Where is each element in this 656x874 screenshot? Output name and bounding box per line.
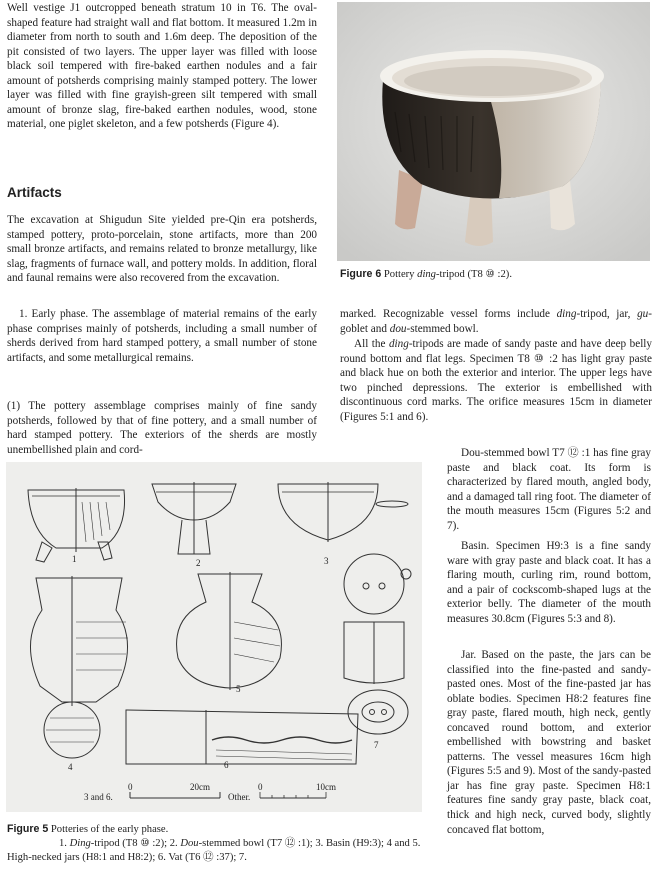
figure-5-list-ding: Ding (69, 838, 91, 849)
drawing-number-3: 3 (324, 556, 329, 566)
scale-right-label: Other. (228, 792, 251, 802)
figure-5-title: Potteries of the early phase. (50, 824, 169, 835)
drawing-number-7: 7 (374, 740, 379, 750)
figure-5-drawings (6, 462, 422, 812)
drawing-ding-tripod (28, 488, 125, 562)
scale-left-label: 3 and 6. (84, 792, 113, 802)
vessel-forms-d: -stemmed bowl. (406, 322, 479, 335)
pottery-line-drawings (6, 462, 422, 812)
scale-bar-left (130, 792, 220, 798)
drawing-number-1: 1 (72, 554, 77, 564)
figure-5-list (7, 838, 420, 863)
vessel-forms-a: marked. Recognizable vessel forms include (340, 308, 557, 320)
drawing-basin (278, 482, 408, 542)
drawing-number-2: 2 (196, 558, 201, 568)
drawing-jar-base (44, 702, 100, 758)
ding-paragraph-a: All the (354, 338, 389, 350)
drawing-item-7 (344, 554, 411, 734)
figure-5-label: Figure 5 (7, 823, 49, 835)
scale-left-max: 20cm (190, 782, 210, 792)
scale-bar-right (260, 792, 326, 798)
drawing-vat (126, 710, 358, 764)
drawing-dou-bowl (152, 482, 236, 554)
vessel-forms-b: -tripod, jar, (576, 308, 638, 320)
scale-right-zero: 0 (258, 782, 263, 792)
paragraph-jar: Jar. Based on the paste, the jars can be classified into the fine-pasted and sandy-pasted ones. Most of the fine-pasted jar has oblate bodies. Specimen H8:2 features fine gray paste, flared mouth, high neck, gently concaved round bottom, and exterior embellished with bowstring and basket patterns. The vessel measures 16cm high (Figures 5:5 and 9). Most of the sandy-pasted jar has fine gray paste. Specimen H8:1 features fine sandy gray paste, black coat, thick and high neck, curved body, slightly concaved flat bottom, (447, 649, 651, 836)
figure-6-text-a: Pottery (383, 269, 418, 280)
figure-5-list-a: 1. (59, 838, 70, 849)
vessel-forms-c: -goblet and (340, 308, 652, 335)
figure-6-text-b: -tripod (T8 ⑩ :2). (435, 269, 512, 280)
paragraph-basin: Basin. Specimen H9:3 is a fine sandy ware with gray paste and black coat. It has a flaring mouth, curling rim, round bottom, and a pair of cockscomb-shaped lugs at the exterior belly. The diameter of the mouth measures 30.8cm (Figures 5:3 and 8). (447, 540, 651, 625)
paragraph-excavation: The excavation at Shigudun Site yielded pre-Qin era potsherds, stamped pottery, proto-porcelain, stone artifacts, more than 200 small bronze artifacts, and remains related to bronze metallurgy, like slag, fragments of furnace wall, and pottery molds. In addition, floral and faunal remains were also recovered from the excavation. (7, 214, 317, 285)
figure-5-caption (7, 822, 423, 865)
section-heading-artifacts: Artifacts (7, 185, 62, 200)
paragraph-early-phase: 1. Early phase. The assemblage of material remains of the early phase comprises mainly of potsherds, including a small number of sherds derived from hard stamped pottery, a small number of stone artifacts, and some metallurgical remains. (7, 308, 317, 364)
figure-5-list-c: -stemmed bowl (T7 ⑫ :1); 3. Basin (H9:3); 4 and 5. High-necked jars (H8:1 and H8:2); 6. Vat (T6 ⑫ :37); 7. (7, 838, 421, 863)
paragraph-well-j1: Well vestige J1 outcropped beneath stratum 10 in T6. The oval-shaped feature had straight wall and flat bottom. It measured 1.2m in diameter from north to south and 1.6m deep. The deposition of the pit consisted of two layers. The upper layer was filled with loose black soil tempered with fire-baked earthen nodules and a fair amount of potsherds comprising mainly stamped pottery. The lower layer was filled with fine grayish-green silt tempered with small amount of bronze slag, fire-baked earthen nodules, wood, stone material, one piglet skeleton, and a few potsherds (Figure 4). (7, 2, 317, 131)
drawing-jar-h8-2 (177, 572, 282, 690)
vessel-forms-dou: dou (389, 322, 407, 335)
ding-paragraph-b: -tripods are made of sandy paste and have deep belly round bottom and flat legs. Specimen T8 ⑩ :2 has light gray paste and black hue on both the exterior and interior. The upper legs have two pinched depressions. The exterior is embellished with discontinuous cord marks. The orifice measures 15cm in diameter (Figures 5:1 and 6). (340, 338, 653, 423)
paragraph-dou-stemmed-bowl: Dou-stemmed bowl T7 ⑫ :1 has fine gray paste and black coat. Its form is characterized by flared mouth, angled body, and a damaged tall ring foot. The diameter of the mouth measures 15cm (Figures 5:2 and 7). (447, 447, 651, 532)
scale-right-max: 10cm (316, 782, 336, 792)
figure-5-list-dou: Dou (180, 838, 199, 849)
figure-6-text-italic: ding (417, 269, 436, 280)
vessel-forms-gu: gu (637, 308, 649, 320)
paragraph-pottery-assemblage: (1) The pottery assemblage comprises mainly of fine sandy potsherds, followed by that of fine pottery, and a small number of hard stamped pottery. The exteriors of the sherds are mostly unembellished plain and cord- (7, 400, 317, 456)
ding-tripod-photo (337, 2, 650, 261)
drawing-number-4: 4 (68, 762, 73, 772)
figure-6-photo (337, 2, 650, 261)
figure-6-label: Figure 6 (340, 268, 382, 280)
paragraph-ding-tripods (340, 337, 652, 424)
scale-left-zero: 0 (128, 782, 133, 792)
drawing-jar-h8-1 (30, 576, 128, 706)
vessel-forms-ding: ding (556, 308, 577, 320)
ding-paragraph-italic: ding (388, 338, 409, 350)
figure-6-caption (340, 267, 652, 282)
paragraph-vessel-forms (340, 307, 652, 336)
figure-5-list-b: -tripod (T8 ⑩ :2); 2. (90, 838, 181, 849)
drawing-number-5: 5 (236, 684, 241, 694)
drawing-number-6: 6 (224, 760, 229, 770)
